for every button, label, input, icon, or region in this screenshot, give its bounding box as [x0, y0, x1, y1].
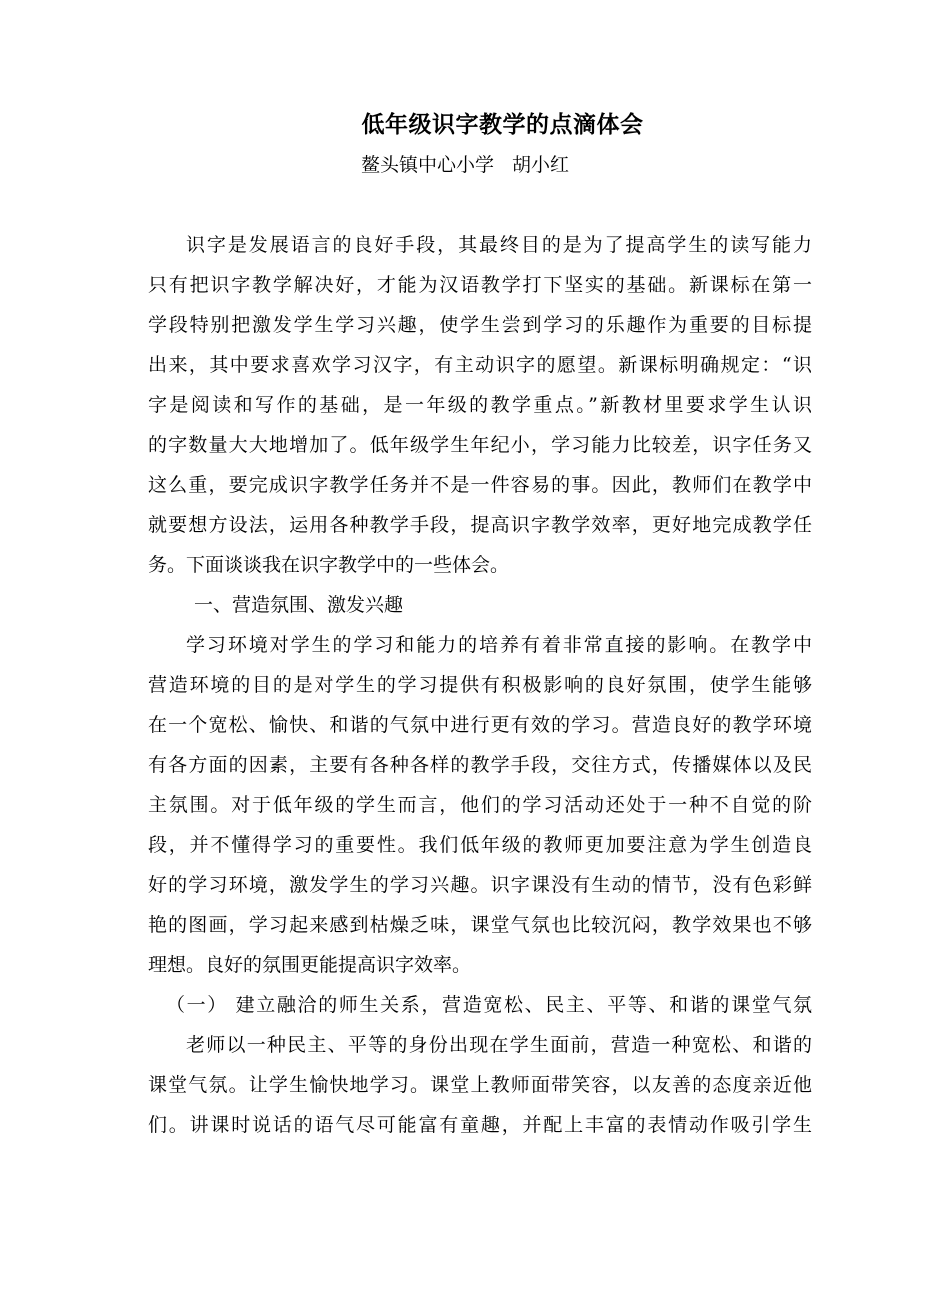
section-heading: 一、营造氛围、激发兴趣: [194, 594, 404, 616]
paragraph-line: 的字数量大大地增加了。低年级学生年纪小，学习能力比较差，识字任务又: [148, 434, 812, 456]
subsection-heading: （一） 建立融洽的师生关系，营造宽松、民主、平等、和谐的课堂气氛: [166, 994, 812, 1016]
paragraph-line: 只有把识字教学解决好，才能为汉语教学打下坚实的基础。新课标在第一: [148, 274, 812, 296]
paragraph-line: 就要想方设法，运用各种教学手段，提高识字教学效率，更好地完成教学任: [148, 514, 812, 536]
paragraph-line: 务。下面谈谈我在识字教学中的一些体会。: [148, 554, 510, 576]
paragraph-line: 主氛围。对于低年级的学生而言，他们的学习活动还处于一种不自觉的阶: [148, 794, 812, 816]
paragraph-line: 在一个宽松、愉快、和谐的气氛中进行更有效的学习。营造良好的教学环境: [148, 714, 812, 736]
paragraph-line: 理想。良好的氛围更能提高识字效率。: [148, 954, 472, 976]
paragraph-line: 字是阅读和写作的基础，是一年级的教学重点。”新教材里要求学生认识: [148, 394, 812, 416]
paragraph-line: 课堂气氛。让学生愉快地学习。课堂上教师面带笑容，以友善的态度亲近他: [148, 1074, 812, 1096]
paragraph-line: 有各方面的因素，主要有各种各样的教学手段，交往方式，传播媒体以及民: [148, 754, 812, 776]
document-title: 低年级识字教学的点滴体会: [361, 111, 644, 138]
paragraph-line: 营造环境的目的是对学生的学习提供有积极影响的良好氛围，使学生能够: [148, 674, 812, 696]
paragraph-line: 老师以一种民主、平等的身份出现在学生面前，营造一种宽松、和谐的: [186, 1034, 812, 1056]
paragraph-line: 段，并不懂得学习的重要性。我们低年级的教师更加要注意为学生创造良: [148, 834, 812, 856]
paragraph-line: 出来，其中要求喜欢学习汉字，有主动识字的愿望。新课标明确规定：“识: [148, 354, 812, 376]
paragraph-line: 们。讲课时说话的语气尽可能富有童趣，并配上丰富的表情动作吸引学生: [148, 1114, 812, 1136]
paragraph-line: 艳的图画，学习起来感到枯燥乏味，课堂气氛也比较沉闷，教学效果也不够: [148, 914, 812, 936]
paragraph-line: 学习环境对学生的学习和能力的培养有着非常直接的影响。在教学中: [186, 634, 812, 656]
paragraph-line: 这么重，要完成识字教学任务并不是一件容易的事。因此，教师们在教学中: [148, 474, 812, 496]
author-byline: 鳌头镇中心小学 胡小红: [360, 154, 570, 176]
paragraph-line: 学段特别把激发学生学习兴趣，使学生尝到学习的乐趣作为重要的目标提: [148, 314, 812, 336]
paragraph-line: 好的学习环境，激发学生的学习兴趣。识字课没有生动的情节，没有色彩鲜: [148, 874, 812, 896]
document-body: [148, 225, 812, 1145]
paragraph-line: 识字是发展语言的良好手段，其最终目的是为了提高学生的读写能力: [186, 234, 812, 256]
